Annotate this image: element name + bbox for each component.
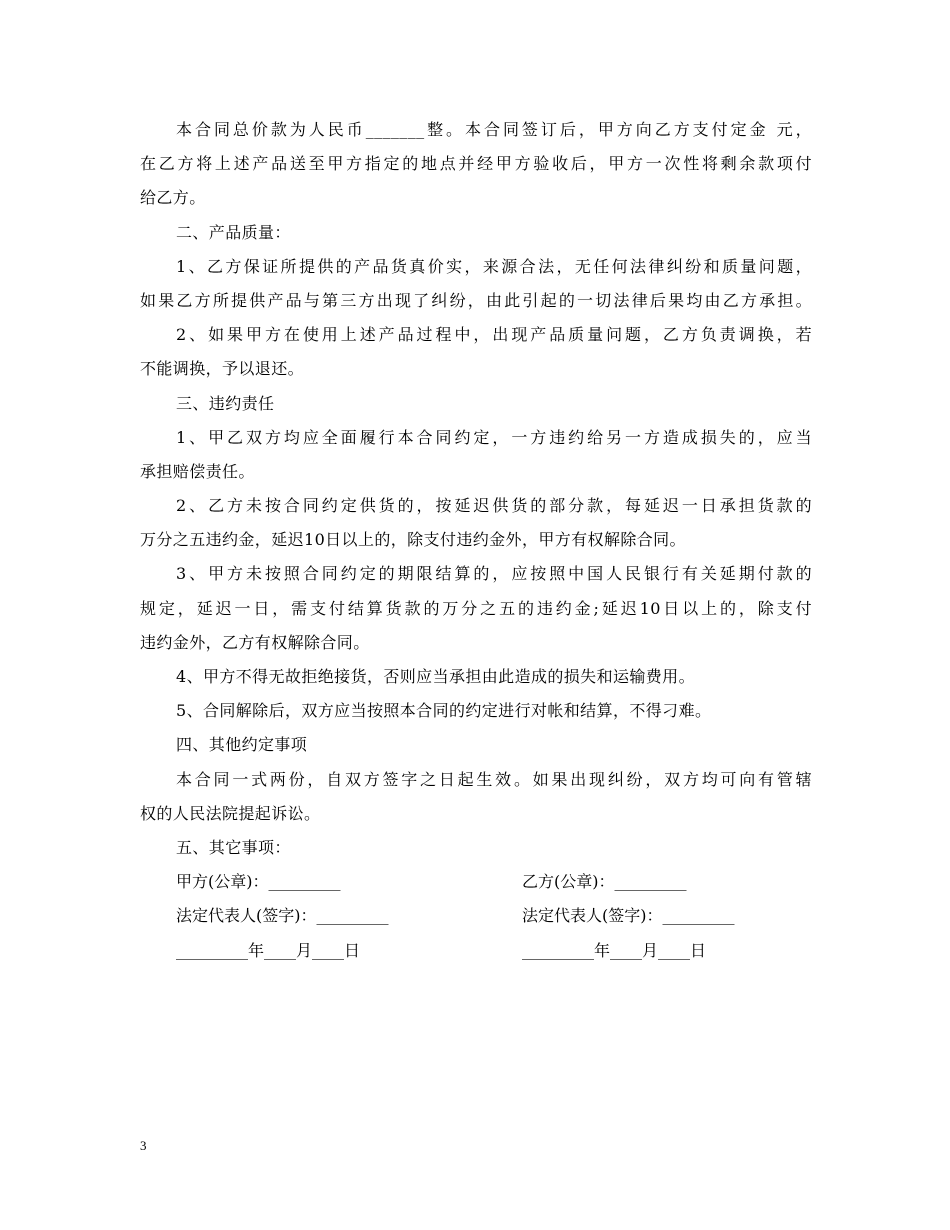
signature-row-date	[140, 934, 812, 968]
party-a-representative-field: 法定代表人(签字)：_________	[176, 906, 389, 926]
party-b-seal-field: 乙方(公章)：_________	[522, 872, 687, 892]
paragraph-line: 1、甲乙双方均应全面履行本合同约定，一方违约给另一方造成损失的，应当	[176, 427, 812, 447]
party-a-date-field: _________年____月____日	[176, 940, 361, 960]
paragraph-line: 违约金外，乙方有权解除合同。	[140, 632, 370, 652]
paragraph-line: 在乙方将上述产品送至甲方指定的地点并经甲方验收后，甲方一次性将剩余款项付	[140, 154, 812, 174]
party-b-representative-field: 法定代表人(签字)：_________	[522, 906, 735, 926]
section-heading: 二、产品质量：	[176, 222, 291, 242]
paragraph-line: 给乙方。	[140, 188, 206, 208]
signature-row-seal	[140, 865, 812, 899]
paragraph-line: 不能调换，予以退还。	[140, 359, 305, 379]
paragraph-line: 2、如果甲方在使用上述产品过程中，出现产品质量问题，乙方负责调换，若	[176, 325, 812, 345]
paragraph-line: 万分之五违约金，延迟10日以上的，除支付违约金外，甲方有权解除合同。	[140, 530, 686, 550]
page-number: 3	[140, 1138, 147, 1153]
paragraph-line: 承担赔偿责任。	[140, 461, 255, 481]
paragraph-line: 3、甲方未按照合同约定的期限结算的，应按照中国人民银行有关延期付款的	[176, 564, 812, 584]
section-heading: 三、违约责任	[176, 393, 275, 413]
party-a-seal-field: 甲方(公章)：_________	[176, 872, 341, 892]
section-heading: 五、其它事项：	[176, 837, 291, 857]
paragraph-line: 2、乙方未按合同约定供货的，按延迟供货的部分款，每延迟一日承担货款的	[176, 496, 812, 516]
paragraph-line: 4、甲方不得无故拒绝接货，否则应当承担由此造成的损失和运输费用。	[176, 667, 695, 686]
paragraph-line: 规定，延迟一日，需支付结算货款的万分之五的违约金;延迟10日以上的，除支付	[140, 598, 812, 618]
contract-body	[140, 113, 812, 968]
paragraph-line: 1、乙方保证所提供的产品货真价实，来源合法，无任何法律纠纷和质量问题，	[176, 256, 812, 276]
paragraph-line: 本合同总价款为人民币_______整。本合同签订后，甲方向乙方支付定金 元，	[176, 120, 812, 139]
signature-row-representative	[140, 899, 812, 933]
paragraph-line: 5、合同解除后，双方应当按照本合同的约定进行对帐和结算，不得刁难。	[176, 701, 712, 721]
section-heading: 四、其他约定事项	[176, 735, 308, 755]
paragraph-line: 本合同一式两份，自双方签字之日起生效。如果出现纠纷，双方均可向有管辖	[176, 769, 812, 789]
party-b-date-field: _________年____月____日	[522, 940, 707, 960]
paragraph-line: 如果乙方所提供产品与第三方出现了纠纷，由此引起的一切法律后果均由乙方承担。	[140, 290, 812, 310]
paragraph-line: 权的人民法院提起诉讼。	[140, 803, 321, 823]
